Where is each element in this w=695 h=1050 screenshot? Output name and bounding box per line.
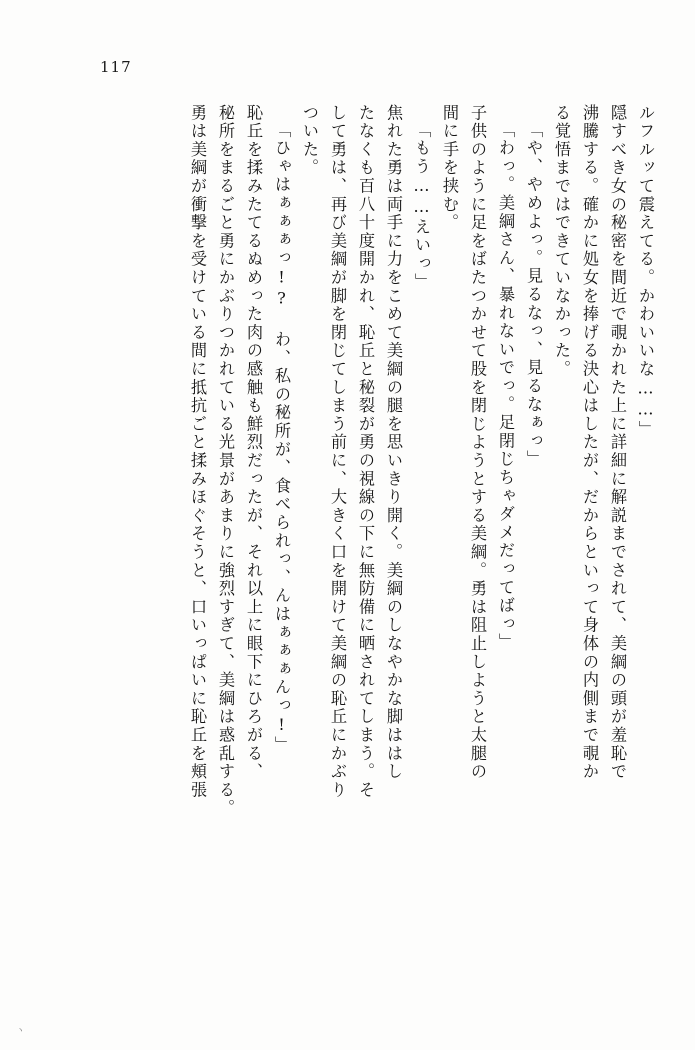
text-column: ついた。 (300, 104, 319, 178)
text-column: 「もう……えいっ」 (412, 121, 431, 292)
text-column: ルフルッて震えてる。かわいいな……」 (636, 104, 655, 439)
text-column: 沸騰する。確かに処女を捧げる決心はしたが、だからといって身体の内側まで覗か (580, 104, 599, 782)
text-column: 焦れた勇は両手に力をこめて美綱の腿を思いきり開く。美綱のしなやかな脚ははし (384, 104, 403, 782)
text-column: 隠すべき女の秘密を間近で覗かれた上に詳細に解説までされて、美綱の頭が羞恥で (608, 104, 627, 782)
text-column: 「や、やめよっ。見るなっ、見るなぁっ」 (524, 121, 543, 469)
page-number: 117 (100, 58, 132, 76)
text-column: 子供のように足をばたつかせて股を閉じようとする美綱。勇は阻止しようと太腿の (468, 104, 487, 782)
text-column: 恥丘を揉みたてるぬめった肉の感触も鮮烈だったが、それ以上に眼下にひろがる、 (244, 104, 263, 782)
text-column: 「わっ。美綱さん、暴れないでっ。足閉じちゃダメだってばっ」 (496, 121, 515, 652)
text-column: 間に手を挟む。 (440, 104, 459, 233)
corner-mark: ヽ (16, 1026, 26, 1036)
text-column: して勇は、再び美綱が脚を閉じてしまう前に、大きく口を開けて美綱の恥丘にかぶり (328, 104, 347, 800)
text-column: たなくも百八十度開かれ、恥丘と秘裂が勇の視線の下に無防備に晒されてしまう。そ (356, 104, 375, 800)
text-column: る覚悟まではできていなかった。 (552, 104, 571, 379)
text-column: 秘所をまるごと勇にかぶりつかれている光景があまりに強烈すぎて、美綱は惑乱する。 (216, 104, 235, 818)
text-column: 勇は美綱が衝撃を受けている間に抵抗ごと揉みほぐそうと、口いっぱいに恥丘を頬張 (188, 104, 207, 800)
text-column: 「ひゃはぁぁぁっ!? わ、私の秘所が、食べられっ、んはぁぁぁんっ!」 (272, 121, 291, 755)
body-text (58, 104, 653, 990)
